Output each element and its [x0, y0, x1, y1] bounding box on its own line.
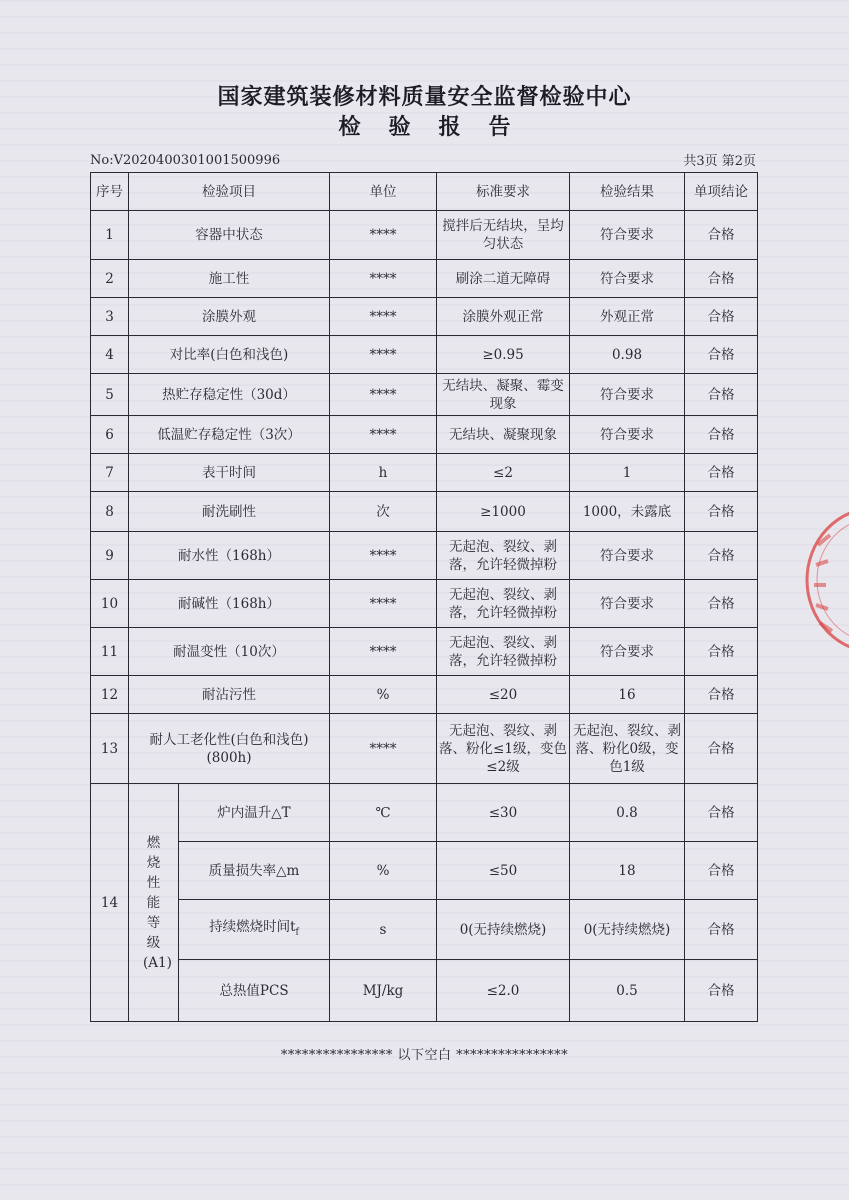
row-result: 0(无持续燃烧)	[570, 900, 685, 960]
row-requirement: 无起泡、裂纹、剥落，允许轻微掉粉	[437, 628, 570, 676]
row-result: 符合要求	[570, 628, 685, 676]
row-verdict: 合格	[685, 714, 758, 784]
row-unit: 次	[330, 492, 437, 532]
table-header-row	[91, 173, 758, 211]
table-row	[91, 714, 758, 784]
row-unit: ****	[330, 260, 437, 298]
row-result: 16	[570, 676, 685, 714]
row-requirement: ≥1000	[437, 492, 570, 532]
row-result: 符合要求	[570, 374, 685, 416]
table-row	[91, 336, 758, 374]
table-row	[91, 374, 758, 416]
row-unit: ****	[330, 336, 437, 374]
row-result: 18	[570, 842, 685, 900]
row-unit: ****	[330, 532, 437, 580]
row-item: 耐水性（168h）	[129, 532, 330, 580]
row-requirement: 刷涂二道无障碍	[437, 260, 570, 298]
table-row	[91, 416, 758, 454]
table-row	[91, 260, 758, 298]
table-body	[91, 211, 758, 784]
row-requirement: 无起泡、裂纹、剥落，允许轻微掉粉	[437, 580, 570, 628]
row-item: 耐沾污性	[129, 676, 330, 714]
table-row	[91, 532, 758, 580]
row-item: 质量损失率△m	[179, 842, 330, 900]
row-item: 容器中状态	[129, 211, 330, 260]
row-unit: s	[330, 900, 437, 960]
table-row	[91, 492, 758, 532]
table-row	[91, 960, 758, 1022]
row-number: 2	[91, 260, 129, 298]
combustion-grade-label: 燃烧性能等级(A1)	[129, 784, 179, 1022]
row-item: 耐碱性（168h）	[129, 580, 330, 628]
row-unit: %	[330, 676, 437, 714]
row-number: 13	[91, 714, 129, 784]
row-number: 5	[91, 374, 129, 416]
row-result: 无起泡、裂纹、剥落、粉化0级，变色1级	[570, 714, 685, 784]
header-no: 序号	[91, 173, 129, 211]
row-number: 11	[91, 628, 129, 676]
row-verdict: 合格	[685, 374, 758, 416]
row-number: 12	[91, 676, 129, 714]
header-unit: 单位	[330, 173, 437, 211]
row-number: 4	[91, 336, 129, 374]
table-row	[91, 454, 758, 492]
row-verdict: 合格	[685, 532, 758, 580]
table-row	[91, 842, 758, 900]
row-requirement: ≤50	[437, 842, 570, 900]
row-result: 符合要求	[570, 416, 685, 454]
row-number: 3	[91, 298, 129, 336]
row-requirement: ≥0.95	[437, 336, 570, 374]
row-unit: ****	[330, 714, 437, 784]
row-verdict: 合格	[685, 454, 758, 492]
item-subscript: f	[295, 927, 299, 938]
row-result: 符合要求	[570, 211, 685, 260]
row-unit: ****	[330, 211, 437, 260]
row-unit: h	[330, 454, 437, 492]
table-row	[91, 580, 758, 628]
row-result: 外观正常	[570, 298, 685, 336]
row-result: 0.98	[570, 336, 685, 374]
combustion-group	[91, 784, 758, 1022]
org-title: 国家建筑装修材料质量安全监督检验中心	[217, 85, 632, 110]
row-number: 8	[91, 492, 129, 532]
row-unit: %	[330, 842, 437, 900]
table-row	[91, 298, 758, 336]
row-requirement: 无结块、凝聚、霉变现象	[437, 374, 570, 416]
row-requirement: 搅拌后无结块，呈均匀状态	[437, 211, 570, 260]
row-number: 10	[91, 580, 129, 628]
row-unit: ****	[330, 298, 437, 336]
row-item: 涂膜外观	[129, 298, 330, 336]
row-number: 6	[91, 416, 129, 454]
row-verdict: 合格	[685, 492, 758, 532]
table-row	[91, 211, 758, 260]
report-number: No:V2020400301001500996	[90, 153, 281, 168]
row-verdict: 合格	[685, 784, 758, 842]
row-item: 耐洗刷性	[129, 492, 330, 532]
row-verdict: 合格	[685, 676, 758, 714]
row-item: 总热值PCS	[179, 960, 330, 1022]
item-text: 持续燃烧时间t	[209, 918, 296, 935]
row-verdict: 合格	[685, 416, 758, 454]
row-result: 1	[570, 454, 685, 492]
page-count: 共3页 第2页	[683, 154, 756, 169]
row-verdict: 合格	[685, 298, 758, 336]
row-requirement: 涂膜外观正常	[437, 298, 570, 336]
row-number: 9	[91, 532, 129, 580]
row-verdict: 合格	[685, 260, 758, 298]
report-title: 检验报告	[338, 115, 539, 140]
row-number: 7	[91, 454, 129, 492]
row-result: 符合要求	[570, 580, 685, 628]
row-unit: ****	[330, 416, 437, 454]
table-row	[91, 784, 758, 842]
blank-below-note: **************** 以下空白 ****************	[280, 1048, 569, 1063]
red-seal-stamp	[790, 505, 849, 655]
row-item: 对比率(白色和浅色)	[129, 336, 330, 374]
row-item: 热贮存稳定性（30d）	[129, 374, 330, 416]
table-row	[91, 900, 758, 960]
row-item: 炉内温升△T	[179, 784, 330, 842]
row-verdict: 合格	[685, 842, 758, 900]
row-unit: ****	[330, 580, 437, 628]
header-verdict: 单项结论	[685, 173, 758, 211]
row-verdict: 合格	[685, 900, 758, 960]
row-requirement: ≤2	[437, 454, 570, 492]
row-result: 符合要求	[570, 260, 685, 298]
row-result: 1000，未露底	[570, 492, 685, 532]
row-item: 低温贮存稳定性（3次）	[129, 416, 330, 454]
row-item: 施工性	[129, 260, 330, 298]
row-requirement: ≤30	[437, 784, 570, 842]
row-unit: MJ/kg	[330, 960, 437, 1022]
row-verdict: 合格	[685, 211, 758, 260]
row-result: 0.8	[570, 784, 685, 842]
row-unit: ****	[330, 374, 437, 416]
row-requirement: 无起泡、裂纹、剥落、粉化≤1级，变色≤2级	[437, 714, 570, 784]
row-requirement: ≤20	[437, 676, 570, 714]
row-requirement: ≤2.0	[437, 960, 570, 1022]
row-requirement: 无结块、凝聚现象	[437, 416, 570, 454]
row-result: 符合要求	[570, 532, 685, 580]
row-unit: ℃	[330, 784, 437, 842]
table-row	[91, 628, 758, 676]
row-requirement: 无起泡、裂纹、剥落，允许轻微掉粉	[437, 532, 570, 580]
row-verdict: 合格	[685, 960, 758, 1022]
header-item: 检验项目	[129, 173, 330, 211]
inspection-table	[90, 172, 758, 1022]
row-item: 耐人工老化性(白色和浅色)(800h)	[129, 714, 330, 784]
row-item: 耐温变性（10次）	[129, 628, 330, 676]
row-requirement: 0(无持续燃烧)	[437, 900, 570, 960]
row-item	[179, 900, 330, 960]
row-number: 1	[91, 211, 129, 260]
row-item: 表干时间	[129, 454, 330, 492]
row-verdict: 合格	[685, 336, 758, 374]
table-row	[91, 676, 758, 714]
header-result: 检验结果	[570, 173, 685, 211]
row-verdict: 合格	[685, 580, 758, 628]
row-result: 0.5	[570, 960, 685, 1022]
row-number: 14	[91, 784, 129, 1022]
header-requirement: 标准要求	[437, 173, 570, 211]
row-verdict: 合格	[685, 628, 758, 676]
row-unit: ****	[330, 628, 437, 676]
